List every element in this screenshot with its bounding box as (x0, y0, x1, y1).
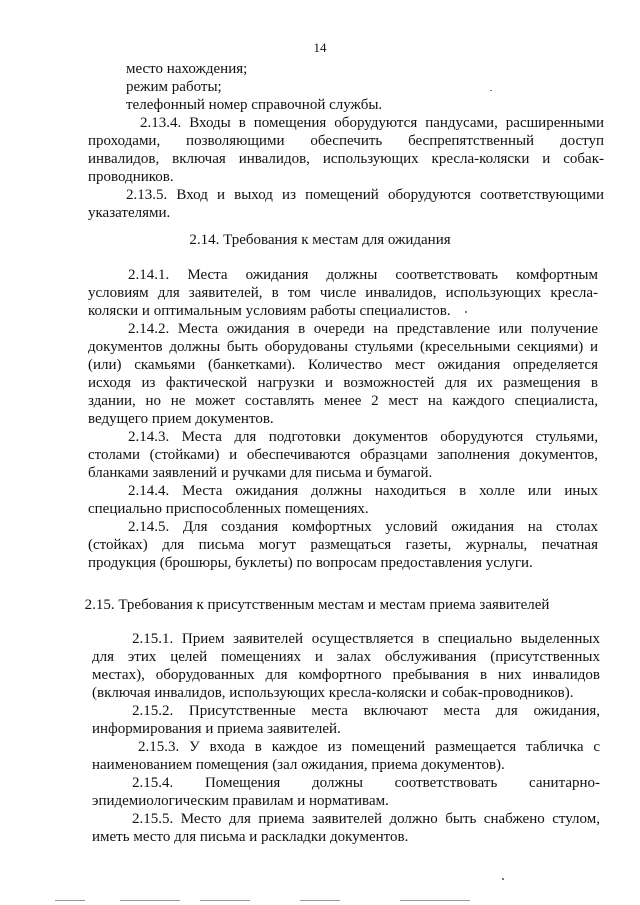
scan-speck (490, 90, 492, 91)
text-line: 2.15.1. Прием заявителей осуществляется в специально выделенных (132, 631, 600, 647)
text-line: 2.14.2. Места ожидания в очереди на представление или получение (128, 321, 598, 337)
scan-edge-mark (200, 900, 250, 901)
text-line: (или) скамьями (банкетками). Количество мест ожидания определяется (88, 357, 598, 373)
text-line: бланками заявлений и ручками для письма и бумагой. (88, 465, 433, 481)
scan-edge-mark (120, 900, 180, 901)
text-line: исходя из фактической нагрузки и возможностей для их размещения в (88, 375, 598, 391)
page-number: 14 (313, 40, 327, 55)
section-heading: 2.14. Требования к местам для ожидания (189, 232, 451, 248)
text-line: эпидемиологическим правилам и нормативам. (92, 793, 389, 809)
text-line: 2.14.4. Места ожидания должны находиться в холле или иных (128, 483, 598, 499)
text-line: иметь место для письма и раскладки документов. (92, 829, 409, 845)
text-line: специально приспособленных помещениях. (88, 501, 369, 517)
text-line: телефонный номер справочной службы. (126, 97, 383, 113)
text-line: документов должны быть оборудованы стульями (кресельными секциями) и (88, 339, 598, 355)
text-line: (стойках) для письма могут размещаться газеты, журналы, печатная (88, 537, 598, 553)
scan-edge-mark (300, 900, 340, 901)
text-line: проводников. (88, 169, 174, 185)
text-line: ведущего прием документов. (88, 411, 274, 427)
text-line: 2.14.3. Места для подготовки документов оборудуются стульями, (128, 429, 598, 445)
text-line: 2.15.2. Присутственные места включают места для ожидания, (132, 703, 600, 719)
text-line: местах), оборудованных для комфортного пребывания в них инвалидов (92, 667, 600, 683)
text-line: наименованием помещения (зал ожидания, приема документов). (92, 757, 505, 773)
text-line: 2.14.5. Для создания комфортных условий ожидания на столах (128, 519, 598, 535)
text-line: 2.13.4. Входы в помещения оборудуются пандусами, расширенными (140, 115, 604, 131)
text-line: режим работы; (126, 79, 222, 95)
text-line: место нахождения; (126, 61, 248, 77)
text-line: для этих целей помещениях и залах обслуживания (присутственных (92, 649, 600, 665)
scan-edge-mark (400, 900, 470, 901)
text-line: инвалидов, включая инвалидов, использующих кресла-коляски и собак- (88, 151, 604, 167)
text-line: информирования и приема заявителей. (92, 721, 341, 737)
text-line: коляски и оптимальным условиям работы специалистов. (88, 303, 451, 319)
text-line: (включая инвалидов, использующих кресла-коляски и собак-проводников). (92, 685, 574, 701)
text-line: указателями. (88, 205, 171, 221)
text-line: проходами, позволяющими обеспечить беспрепятственный доступ (88, 133, 604, 149)
scan-speck (465, 311, 467, 313)
text-line: здании, но не может составлять менее 2 мест на каждого специалиста, (88, 393, 598, 409)
scan-speck (502, 878, 504, 880)
text-line: условиям для заявителей, в том числе инвалидов, использующих кресла- (88, 285, 598, 301)
scan-edge-mark (55, 900, 85, 901)
section-heading: 2.15. Требования к присутственным местам и местам приема заявителей (84, 597, 550, 613)
text-line: 2.15.5. Место для приема заявителей должно быть снабжено стулом, (132, 811, 600, 827)
text-line: 2.15.3. У входа в каждое из помещений размещается табличка с (138, 739, 600, 755)
text-line: 2.14.1. Места ожидания должны соответствовать комфортным (128, 267, 598, 283)
text-line: столами (стойками) и обеспечиваются образцами заполнения документов, (88, 447, 598, 463)
text-line: 2.13.5. Вход и выход из помещений оборудуются соответствующими (126, 187, 604, 203)
text-line: 2.15.4. Помещения должны соответствовать санитарно- (132, 775, 600, 791)
text-line: продукция (брошюры, буклеты) по вопросам предоставления услуги. (88, 555, 533, 571)
